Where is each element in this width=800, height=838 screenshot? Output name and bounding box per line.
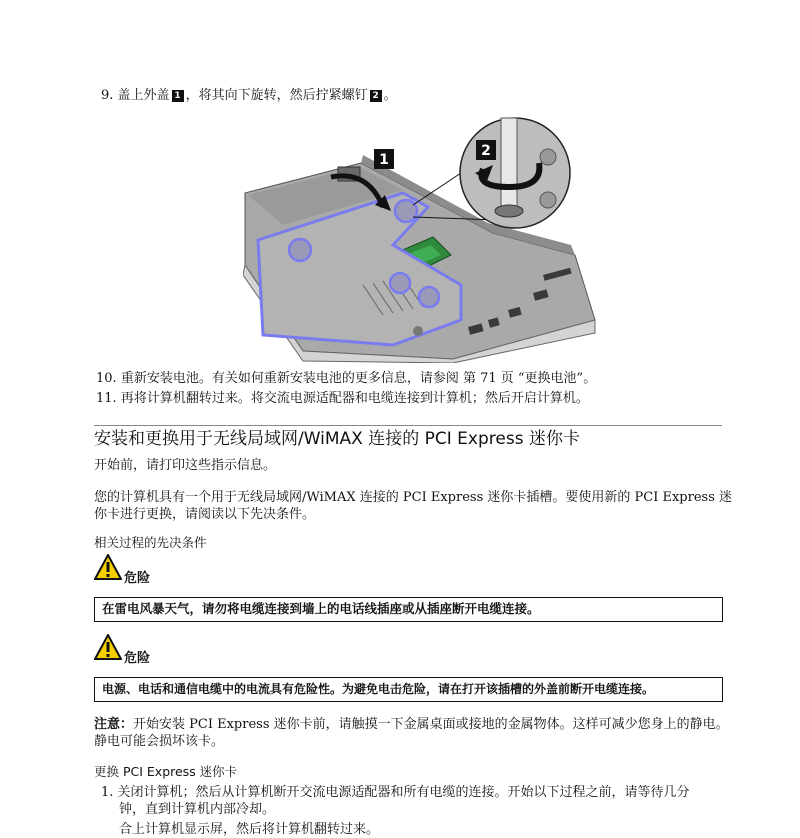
step-number: 1.	[101, 785, 114, 800]
step-number: 10.	[96, 371, 117, 386]
step-number: 11.	[96, 391, 117, 406]
laptop-cover-illustration	[243, 115, 603, 363]
note-label: 注意：	[94, 717, 134, 732]
callout-label-1: 1	[379, 152, 389, 168]
warning-icon	[94, 554, 122, 580]
intro-text: 开始前，请打印这些指示信息。	[94, 458, 277, 473]
replace-step-1-cont: 钟，直到计算机内部冷却。	[119, 802, 276, 817]
section-title: 安装和更换用于无线局域网/WiMAX 连接的 PCI Express 迷你卡	[94, 429, 580, 449]
note-line-2: 静电可能会损坏该卡。	[94, 734, 225, 749]
replace-heading: 更换 PCI Express 迷你卡	[94, 764, 238, 779]
step-number: 9.	[101, 88, 114, 103]
callout-label-2: 2	[481, 143, 491, 159]
prereq-heading: 相关过程的先决条件	[94, 535, 207, 550]
step-text: 盖上外盖	[117, 88, 170, 103]
step-text: 重新安装电池。有关如何重新安装电池的更多信息，请参阅 第 71 页 “更换电池”。	[120, 371, 597, 386]
step-11	[96, 390, 589, 407]
paragraph-line: 您的计算机具有一个用于无线局域网/WiMAX 连接的 PCI Express 迷你卡插槽。要使用新的 PCI Express 迷	[94, 490, 732, 505]
step-text: 再将计算机翻转过来。将交流电源适配器和电缆连接到计算机；然后开启计算机。	[120, 391, 589, 406]
replace-step-2-partial: 合上计算机显示屏，然后将计算机翻转过来。	[119, 822, 380, 837]
step-9	[101, 87, 397, 104]
danger-box-2: 电源、电话和通信电缆中的电流具有危险性。为避免电击危险，请在打开该插槽的外盖前断开电缆连接。	[94, 677, 723, 702]
step-10	[96, 370, 596, 387]
callout-badge-2: 2	[370, 90, 382, 102]
danger-notice-1	[94, 554, 294, 584]
replace-step-1	[101, 784, 690, 801]
step-text: ，将其向下旋转，然后拧紧螺钉	[185, 88, 368, 103]
danger-box-1: 在雷电风暴天气，请勿将电缆连接到墙上的电话线插座或从插座断开电缆连接。	[94, 597, 723, 622]
paragraph-line: 你卡进行更换，请阅读以下先决条件。	[94, 507, 316, 522]
section-divider	[94, 425, 722, 426]
danger-label: 危险	[124, 651, 151, 666]
danger-label: 危险	[124, 571, 151, 586]
warning-icon	[94, 634, 122, 660]
step-text: 关闭计算机；然后从计算机断开交流电源适配器和所有电缆的连接。开始以下过程之前，请等待几分	[117, 785, 690, 800]
note-line-1	[94, 716, 729, 733]
step-text: 。	[383, 88, 397, 103]
callout-badge-1: 1	[172, 90, 184, 102]
note-text: 开始安装 PCI Express 迷你卡前，请触摸一下金属桌面或接地的金属物体。这样可减少您身上的静电。	[133, 717, 729, 732]
danger-notice-2	[94, 634, 294, 664]
